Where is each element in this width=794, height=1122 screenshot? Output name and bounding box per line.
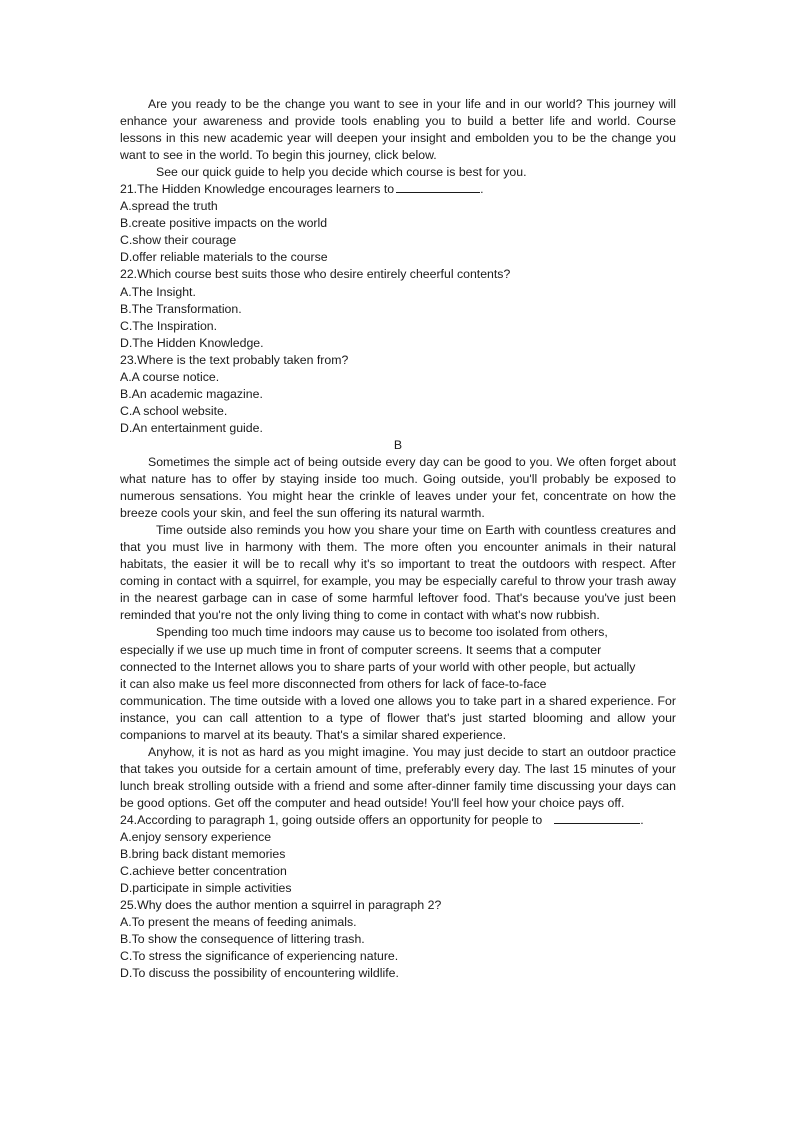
question-25 (120, 897, 676, 982)
option-d: D.An entertainment guide. (120, 420, 263, 435)
option-b: B.An academic magazine. (120, 386, 263, 401)
question-22 (120, 266, 676, 351)
option-c: C.achieve better concentration (120, 864, 287, 879)
question-stem: 22.Which course best suits those who desire entirely cheerful contents? (120, 267, 511, 282)
paragraph-line: especially if we use up much time in front of computer screens. It seems that a computer (120, 642, 602, 657)
question-stem: 23.Where is the text probably taken from? (120, 352, 349, 367)
paragraph-line: connected to the Internet allows you to share parts of your world with other people, but actually (120, 659, 636, 674)
passage-b-paragraph-4: Anyhow, it is not as hard as you might imagine. You may just decide to start an outdoor practice that takes you outside for a certain amount of time, preferably every day. The last 15 minutes of your lunch break strolling outside with a friend and some after-dinner family time discussing your days can be good options. Get off the computer and head outside! You'll feel how your choice pays off. (120, 744, 676, 810)
section-heading: B (393, 437, 403, 452)
passage-b-paragraph-3 (120, 624, 676, 743)
question-stem: 21.The Hidden Knowledge encourages learners to . (120, 182, 484, 197)
question-stem: 24.According to paragraph 1, going outside offers an opportunity for people to . (120, 812, 644, 827)
option-d: D.participate in simple activities (120, 881, 292, 896)
question-stem: 25.Why does the author mention a squirrel in paragraph 2? (120, 898, 442, 913)
exam-page (120, 96, 676, 982)
option-d: D.offer reliable materials to the course (120, 250, 328, 265)
option-d: D.To discuss the possibility of encountering wildlife. (120, 966, 399, 981)
option-a: A.A course notice. (120, 369, 220, 384)
question-24 (120, 812, 676, 897)
intro-paragraph: Are you ready to be the change you want to see in your life and in our world? This journey will enhance your awareness and provide tools enabling you to build a better life and world. Course lessons in this new academic year will deepen your insight and embolden you to be the change you want to see in the world. To begin this journey, click below. (120, 97, 676, 163)
passage-b-paragraph-1: Sometimes the simple act of being outside every day can be good to you. We often forget about what nature has to offer by staying inside too much. Going outside, you'll probably be exposed to numerous sensations. You might hear the crinkle of leaves under your fet, concentrate on how the breeze cools your skin, and feel the sun offering its natural warmth. (120, 454, 676, 521)
answer-blank (554, 812, 640, 824)
paragraph-continuation: communication. The time outside with a loved one allows you to take part in a shared experience. For instance, you can call attention to a type of flower that's just started blooming and allow your companions to marvel at its beauty. That's a similar shared experience. (120, 693, 676, 742)
option-b: B.The Transformation. (120, 301, 242, 316)
option-a: A.enjoy sensory experience (120, 830, 272, 845)
answer-blank (396, 181, 480, 193)
paragraph-line: Spending too much time indoors may cause us to become too isolated from others, (156, 625, 608, 640)
option-c: C.To stress the significance of experiencing nature. (120, 949, 399, 964)
guide-line: See our quick guide to help you decide which course is best for you. (156, 165, 527, 180)
option-b: B.To show the consequence of littering trash. (120, 932, 365, 947)
option-d: D.The Hidden Knowledge. (120, 335, 264, 350)
question-21 (120, 181, 676, 266)
option-a: A.spread the truth (120, 199, 218, 214)
option-c: C.show their courage (120, 233, 237, 248)
option-b: B.create positive impacts on the world (120, 216, 328, 231)
option-b: B.bring back distant memories (120, 847, 286, 862)
question-23 (120, 352, 676, 437)
option-a: A.To present the means of feeding animals. (120, 915, 357, 930)
option-a: A.The Insight. (120, 284, 196, 299)
paragraph-line: it can also make us feel more disconnected from others for lack of face-to-face (120, 676, 547, 691)
passage-b-paragraph-2: Time outside also reminds you how you share your time on Earth with countless creatures and that you must live in harmony with them. The more often you encounter animals in their natural habitats, the easier it will be to recall why it's so important to treat the outdoors with respect. After coming in contact with a squirrel, for example, you may be especially careful to throw your trash away in the nearest garbage can in case of some harmful leftover food. That's because you've just been reminded that you're not the only living thing to come in contact with what's now rubbish. (120, 523, 676, 623)
option-c: C.The Inspiration. (120, 318, 218, 333)
option-c: C.A school website. (120, 403, 228, 418)
